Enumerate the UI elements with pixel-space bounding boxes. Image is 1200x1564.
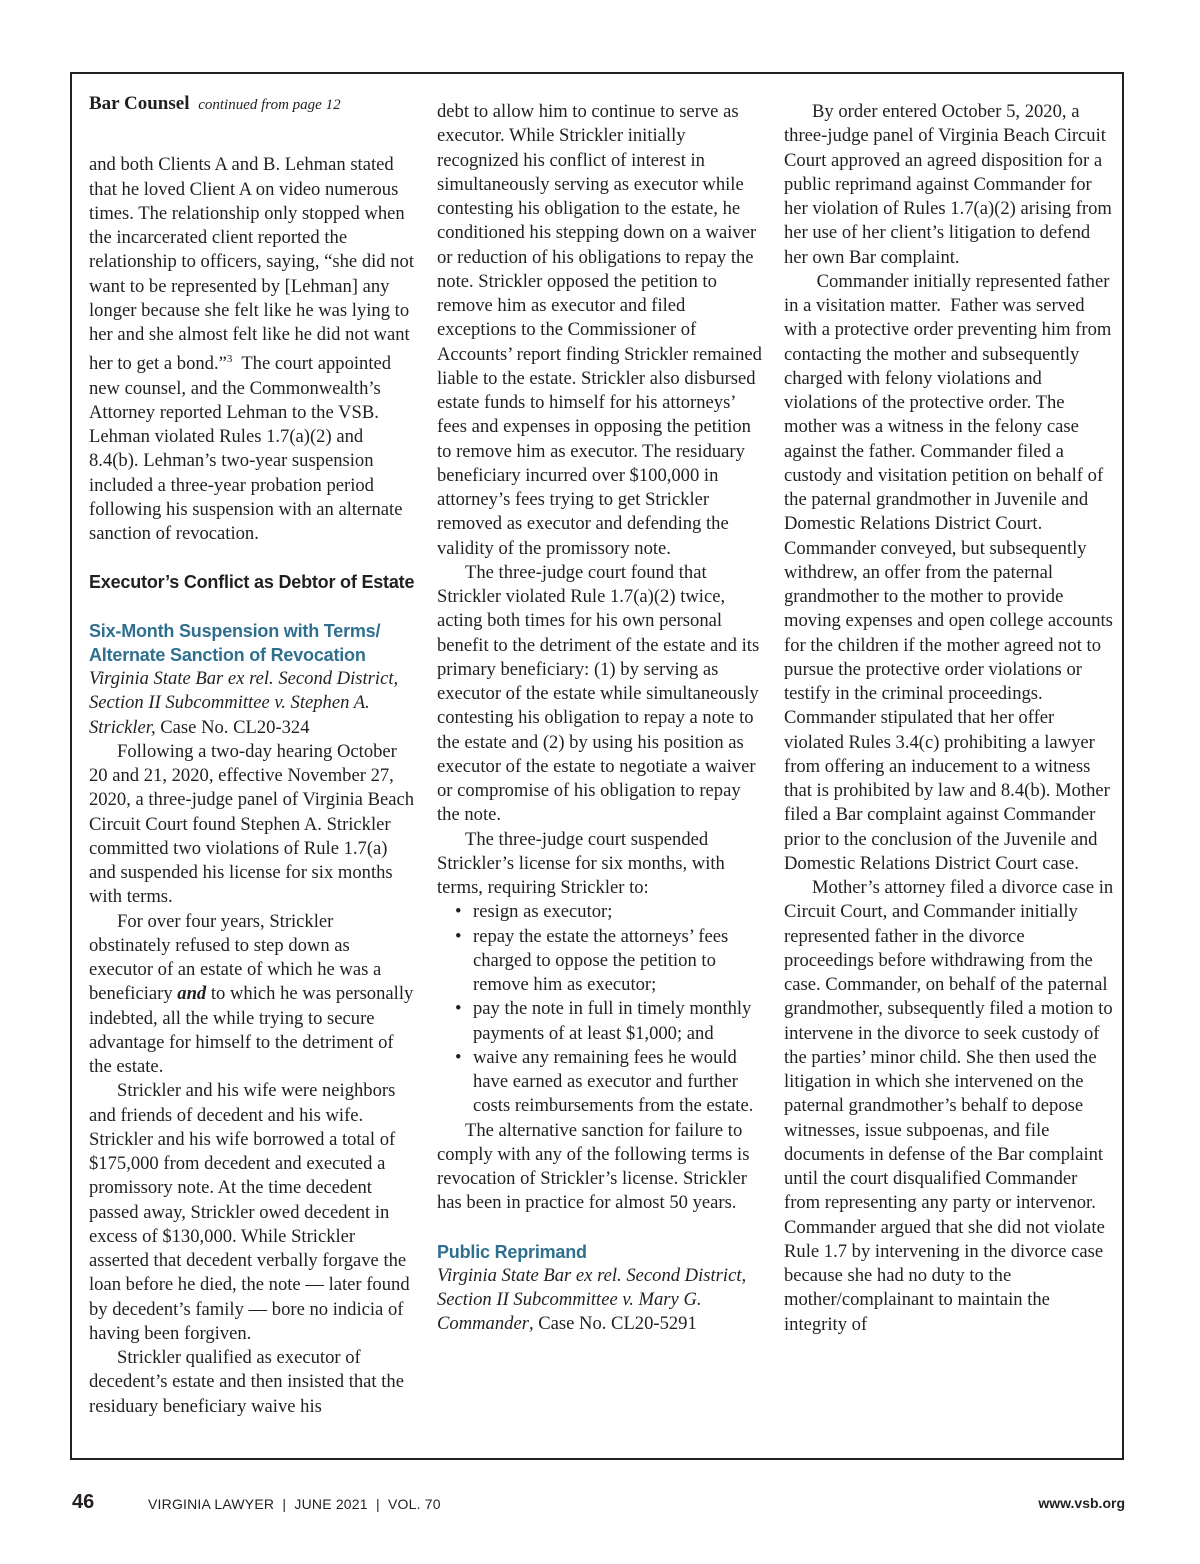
paragraph: The three-judge court found that Strickler violated Rule 1.7(a)(2) twice, acting both times for his own personal benefit to the detriment of the estate and its primary beneficiary: (1) by serving as executor of the estate while simultaneously contesting his obligation to repay a note to the estate and (2) by using his position as executor of the estate to negotiate a waiver or compromise of his obligation to repay the note. xyxy=(437,561,760,826)
text: and both Clients A and B. Lehman stated that he loved Client A on video numerous times. The relationship only stopped when the incarcerated client reported the relationship to officers, saying, “she did not want to be represented by [Lehman] any longer because she felt like he was lying to her and she almost felt like he did not want her to get a bond.” xyxy=(89,154,414,375)
list-item: • pay the note in full in timely monthly payments of at least $1,000; and xyxy=(473,997,767,1046)
subheading: Public Reprimand xyxy=(437,1241,587,1262)
paragraph xyxy=(89,910,415,1080)
running-head xyxy=(89,92,415,117)
text: For over four years, Strickler obstinately refused to step down as executor of an estate of which he was a beneficiary xyxy=(89,910,382,1005)
column-2 xyxy=(437,100,767,1337)
text: The court appointed new counsel, and the Commonwealth’s Attorney reported Lehman to the VSB. Lehman violated Rules 1.7(a)(2) and 8.4(b). Lehman’s two-year suspension included a three-year probation period following his suspension with an alternate sanction of revocation. xyxy=(89,353,408,545)
case-citation xyxy=(89,667,415,740)
website-link[interactable]: www.vsb.org xyxy=(1038,1495,1125,1511)
continued-note: continued from page 12 xyxy=(198,97,341,113)
case-number: , Case No. CL20-5291 xyxy=(528,1313,697,1335)
section-heading: Executor’s Conflict as Debtor of Estate xyxy=(89,572,415,593)
page-number: 46 xyxy=(72,1491,95,1513)
paragraph: Following a two-day hearing October 20 and 21, 2020, effective November 27, 2020, a three-judge panel of Virginia Beach Circuit Court found Stephen A. Strickler committed two violations of Rule 1.7(a) and suspended his license for six months with terms. xyxy=(89,740,415,908)
paragraph: Commander initially represented father in a visitation matter. Father was served with a protective order preventing him from contacting the mother and subsequently charged with felony violations and violations of the protective order. The mother was a witness in the felony case against the father. Commander filed a custody and visitation petition on behalf of the paternal grandmother in Juvenile and Domestic Relations District Court. Commander conveyed, but subsequently withdrew, an offer from the paternal grandmother to the mother to provide moving expenses and open college accounts for the children if the mother agreed not to pursue the protective order violations or testify in the criminal proceedings. Commander stipulated that her offer violated Rules 3.4(c) prohibiting a lawyer from offering an inducement to a witness that is prohibited by law and 8.4(b). Mother filed a Bar complaint against Commander prior to the conclusion of the Juvenile and Domestic Relations District Court case. xyxy=(784,270,1118,874)
list-item: • resign as executor; xyxy=(473,900,767,924)
footnote-ref[interactable]: 3 xyxy=(226,353,233,366)
subheading-line-2: Alternate Sanction of Revocation xyxy=(89,644,366,665)
list-item: • repay the estate the attorneys’ fees charged to oppose the petition to remove him as executor; xyxy=(473,925,767,998)
paragraph: Strickler qualified as executor of decedent’s estate and then insisted that the residuary beneficiary waive his xyxy=(89,1347,404,1417)
paragraph: The alternative sanction for failure to comply with any of the following terms is revocation of Strickler’s license. Strickler has been in practice for almost 50 years. xyxy=(437,1119,750,1214)
publication-info: VIRGINIA LAWYER | JUNE 2021 | VOL. 70 xyxy=(148,1496,441,1512)
column-1 xyxy=(89,92,415,1419)
paragraph: debt to allow him to continue to serve as executor. While Strickler initially recognized his conflict of interest in simultaneously serving as executor while contesting his obligation to the estate, he conditioned his stepping down on a waiver or reduction of his obligations to repay the note. Strickler opposed the petition to remove him as executor and filed exceptions to the Commissioner of Accounts’ report finding Strickler remained liable to the estate. Strickler also disbursed estate funds to himself for his attorneys’ fees and expenses in opposing the petition to remove him as executor. The residuary beneficiary incurred over $100,000 in attorney’s fees trying to get Strickler removed as executor and defending the validity of the promissory note. xyxy=(437,101,762,559)
subheading xyxy=(89,619,415,668)
paragraph: Strickler and his wife were neighbors and friends of decedent and his wife. Strickler and his wife borrowed a total of $175,000 from decedent and executed a promissory note. At the time decedent passed away, Strickler owed decedent in excess of $130,000. While Strickler asserted that decedent verbally forgave the loan before he died, the note — later found by decedent’s family — bore no indicia of having been forgiven. xyxy=(89,1080,410,1344)
list-item: • waive any remaining fees he would have earned as executor and further costs reimbursements from the estate. xyxy=(473,1046,767,1119)
case-number: Case No. CL20-324 xyxy=(155,716,310,738)
paragraph xyxy=(89,153,415,546)
text: to which he was personally indebted, all the while trying to secure advantage for himself to the detriment of the estate. xyxy=(89,983,414,1078)
terms-list xyxy=(437,900,767,1118)
case-name: Virginia State Bar ex rel. Second District, Section II Subcommittee v. Stephen A. Strickler, xyxy=(89,668,399,738)
subheading-line-1: Six-Month Suspension with Terms/ xyxy=(89,620,381,641)
paragraph: By order entered October 5, 2020, a three-judge panel of Virginia Beach Circuit Court approved an agreed disposition for a public reprimand against Commander for her violation of Rules 1.7(a)(2) arising from her use of her client’s litigation to defend her own Bar complaint. xyxy=(784,101,1112,268)
emphasis: and xyxy=(177,983,207,1005)
column-3 xyxy=(784,100,1118,1337)
paragraph: Mother’s attorney filed a divorce case in Circuit Court, and Commander initially represented father in the divorce proceedings before withdrawing from the case. Commander, on behalf of the paternal grandmother, subsequently filed a motion to intervene in the divorce to seek custody of the parties’ minor child. She then used the litigation in which she intervened on the paternal grandmother’s behalf to depose witnesses, issue subpoenas, and file documents in defense of the Bar complaint until the court disqualified Commander from representing any party or intervenor. Commander argued that she did not violate Rule 1.7 by intervening in the divorce case because she had no duty to the mother/complainant to maintain the integrity of xyxy=(784,877,1114,1335)
paragraph: The three-judge court suspended Strickler’s license for six months, with terms, requiring Strickler to: xyxy=(437,828,725,898)
case-citation xyxy=(437,1264,767,1337)
case-name: Virginia State Bar ex rel. Second District, Section II Subcommittee v. Mary G. Commander xyxy=(437,1264,747,1335)
section-name: Bar Counsel xyxy=(89,93,190,114)
